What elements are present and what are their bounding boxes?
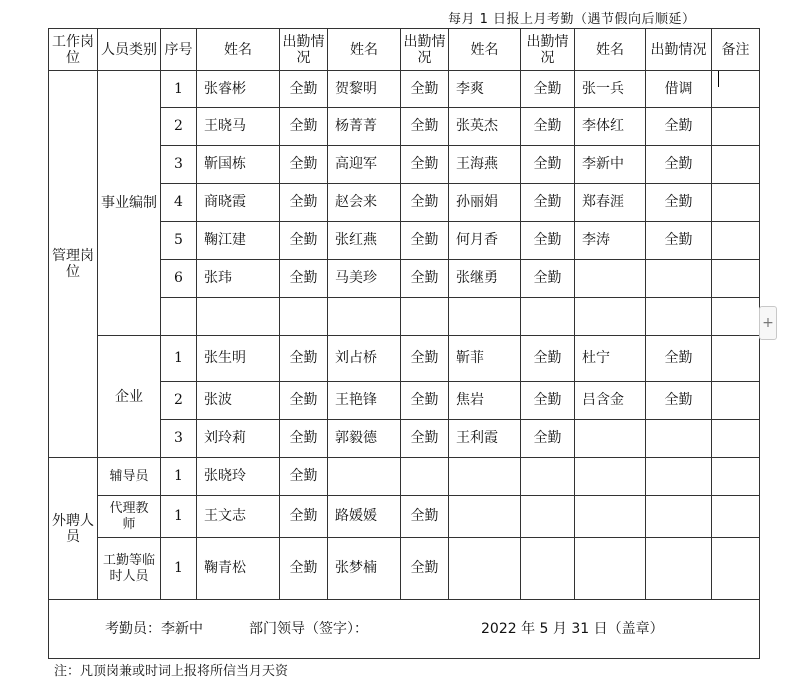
name-cell[interactable] <box>575 260 646 298</box>
status-cell[interactable] <box>401 298 449 336</box>
name-cell[interactable]: 杜宁 <box>575 336 646 382</box>
remarks-cell[interactable] <box>712 538 760 600</box>
name-cell[interactable]: 赵会来 <box>328 184 401 222</box>
name-cell[interactable] <box>449 538 521 600</box>
status-cell[interactable]: 全勤 <box>280 71 328 108</box>
status-cell[interactable]: 全勤 <box>401 336 449 382</box>
status-cell[interactable]: 全勤 <box>280 146 328 184</box>
header-status: 出勤情况 <box>401 29 449 71</box>
name-cell[interactable]: 吕含金 <box>575 382 646 420</box>
status-cell[interactable]: 全勤 <box>521 222 575 260</box>
name-cell[interactable] <box>575 458 646 496</box>
status-cell[interactable]: 全勤 <box>280 260 328 298</box>
name-cell[interactable]: 张生明 <box>197 336 280 382</box>
name-cell[interactable]: 张玮 <box>197 260 280 298</box>
status-cell[interactable]: 全勤 <box>401 222 449 260</box>
name-cell[interactable]: 王海燕 <box>449 146 521 184</box>
status-cell[interactable]: 全勤 <box>521 336 575 382</box>
status-cell[interactable] <box>280 298 328 336</box>
status-cell[interactable]: 全勤 <box>280 222 328 260</box>
name-cell[interactable]: 李新中 <box>575 146 646 184</box>
seq-cell: 1 <box>161 496 197 538</box>
name-cell[interactable] <box>449 458 521 496</box>
name-cell[interactable]: 王利霞 <box>449 420 521 458</box>
status-cell[interactable] <box>521 538 575 600</box>
status-cell[interactable] <box>646 458 712 496</box>
header-seq: 序号 <box>161 29 197 71</box>
name-cell[interactable]: 张晓玲 <box>197 458 280 496</box>
footer-cell <box>49 600 760 659</box>
name-cell[interactable]: 靳国栋 <box>197 146 280 184</box>
text-cursor <box>718 71 719 87</box>
status-cell[interactable]: 全勤 <box>521 184 575 222</box>
header-status: 出勤情况 <box>280 29 328 71</box>
status-cell[interactable] <box>521 458 575 496</box>
attendance-table <box>48 28 760 659</box>
name-cell[interactable] <box>197 298 280 336</box>
header-post: 工作岗位 <box>49 29 98 71</box>
name-cell[interactable]: 王晓马 <box>197 108 280 146</box>
remarks-cell[interactable] <box>712 71 760 108</box>
remarks-cell[interactable] <box>712 496 760 538</box>
name-cell[interactable]: 马美珍 <box>328 260 401 298</box>
status-cell[interactable] <box>401 458 449 496</box>
name-cell[interactable]: 王文志 <box>197 496 280 538</box>
status-cell[interactable] <box>646 496 712 538</box>
status-cell[interactable]: 全勤 <box>401 538 449 600</box>
remarks-cell[interactable] <box>712 222 760 260</box>
status-cell[interactable]: 全勤 <box>401 146 449 184</box>
seq-cell: 5 <box>161 222 197 260</box>
expand-button[interactable]: + <box>759 306 777 340</box>
table-row <box>49 538 760 600</box>
status-cell[interactable]: 全勤 <box>401 382 449 420</box>
group-institution: 事业编制 <box>98 71 161 336</box>
name-cell[interactable]: 张波 <box>197 382 280 420</box>
status-cell[interactable] <box>521 496 575 538</box>
seq-cell: 1 <box>161 458 197 496</box>
group-external: 外聘人员 <box>49 458 98 600</box>
name-cell[interactable]: 张睿彬 <box>197 71 280 108</box>
seq-cell: 2 <box>161 108 197 146</box>
header-remarks: 备注 <box>712 29 760 71</box>
name-cell[interactable] <box>328 458 401 496</box>
status-cell[interactable]: 全勤 <box>401 420 449 458</box>
header-category: 人员类别 <box>98 29 161 71</box>
name-cell[interactable] <box>449 496 521 538</box>
name-cell[interactable]: 孙丽娟 <box>449 184 521 222</box>
seq-cell: 3 <box>161 146 197 184</box>
remarks-cell[interactable] <box>712 260 760 298</box>
status-cell[interactable]: 全勤 <box>280 458 328 496</box>
name-cell[interactable]: 张梦楠 <box>328 538 401 600</box>
name-cell[interactable]: 路媛媛 <box>328 496 401 538</box>
table-row <box>49 336 760 382</box>
status-cell[interactable] <box>646 538 712 600</box>
name-cell[interactable]: 张继勇 <box>449 260 521 298</box>
status-cell[interactable]: 全勤 <box>401 260 449 298</box>
name-cell[interactable]: 郭毅德 <box>328 420 401 458</box>
status-cell[interactable]: 全勤 <box>646 108 712 146</box>
status-cell[interactable]: 全勤 <box>521 420 575 458</box>
status-cell[interactable] <box>646 260 712 298</box>
group-temp: 工勤等临时人员 <box>98 538 161 600</box>
status-cell[interactable]: 全勤 <box>646 222 712 260</box>
remarks-cell[interactable] <box>712 420 760 458</box>
group-counselor: 辅导员 <box>98 458 161 496</box>
status-cell[interactable]: 全勤 <box>646 146 712 184</box>
status-cell[interactable]: 全勤 <box>280 420 328 458</box>
name-cell[interactable]: 何月香 <box>449 222 521 260</box>
name-cell[interactable] <box>575 420 646 458</box>
name-cell[interactable]: 杨菁菁 <box>328 108 401 146</box>
status-cell[interactable]: 全勤 <box>280 382 328 420</box>
name-cell[interactable]: 郑春涯 <box>575 184 646 222</box>
name-cell[interactable]: 靳菲 <box>449 336 521 382</box>
status-cell[interactable]: 全勤 <box>401 108 449 146</box>
status-cell[interactable] <box>646 298 712 336</box>
bottom-footnote: 注：凡顶岗兼或时词上报将所信当月天资 <box>54 664 289 679</box>
status-cell[interactable]: 全勤 <box>280 336 328 382</box>
status-cell[interactable] <box>521 298 575 336</box>
clerk-signature: 考勤员：李新中 <box>105 621 203 637</box>
header-name: 姓名 <box>328 29 401 71</box>
status-cell[interactable]: 全勤 <box>280 108 328 146</box>
name-cell[interactable]: 商晓霞 <box>197 184 280 222</box>
status-cell[interactable]: 全勤 <box>521 146 575 184</box>
name-cell[interactable]: 鞠江建 <box>197 222 280 260</box>
name-cell[interactable] <box>575 538 646 600</box>
name-cell[interactable]: 张英杰 <box>449 108 521 146</box>
remarks-cell[interactable] <box>712 184 760 222</box>
header-name: 姓名 <box>449 29 521 71</box>
name-cell[interactable] <box>328 298 401 336</box>
name-cell[interactable]: 张红燕 <box>328 222 401 260</box>
group-substitute: 代理教师 <box>98 496 161 538</box>
seq-cell: 1 <box>161 71 197 108</box>
group-management: 管理岗位 <box>49 71 98 458</box>
header-status: 出勤情况 <box>646 29 712 71</box>
header-status: 出勤情况 <box>521 29 575 71</box>
seq-cell <box>161 298 197 336</box>
status-cell[interactable] <box>646 420 712 458</box>
seq-cell: 3 <box>161 420 197 458</box>
seq-cell: 2 <box>161 382 197 420</box>
status-cell[interactable]: 全勤 <box>646 184 712 222</box>
table-row <box>49 71 760 108</box>
status-cell[interactable]: 全勤 <box>401 71 449 108</box>
seq-cell: 1 <box>161 538 197 600</box>
remarks-cell[interactable] <box>712 336 760 382</box>
status-cell[interactable]: 全勤 <box>521 260 575 298</box>
name-cell[interactable]: 刘占桥 <box>328 336 401 382</box>
remarks-cell[interactable] <box>712 298 760 336</box>
status-cell[interactable]: 全勤 <box>521 382 575 420</box>
remarks-cell[interactable] <box>712 108 760 146</box>
name-cell[interactable]: 李涛 <box>575 222 646 260</box>
status-cell[interactable]: 全勤 <box>280 496 328 538</box>
status-cell[interactable]: 全勤 <box>646 382 712 420</box>
status-cell[interactable]: 全勤 <box>280 538 328 600</box>
seq-cell: 6 <box>161 260 197 298</box>
name-cell[interactable]: 李体红 <box>575 108 646 146</box>
footer-row <box>49 600 760 659</box>
group-enterprise: 企业 <box>98 336 161 458</box>
status-cell[interactable]: 全勤 <box>280 184 328 222</box>
header-name: 姓名 <box>197 29 280 71</box>
remarks-cell[interactable] <box>712 146 760 184</box>
name-cell[interactable] <box>575 496 646 538</box>
name-cell[interactable] <box>449 298 521 336</box>
name-cell[interactable]: 贺黎明 <box>328 71 401 108</box>
header-row <box>49 29 760 71</box>
report-deadline-note: 每月 1 日报上月考勤（遇节假向后顺延） <box>448 12 696 27</box>
name-cell[interactable]: 刘玲莉 <box>197 420 280 458</box>
name-cell[interactable] <box>575 298 646 336</box>
name-cell[interactable]: 张一兵 <box>575 71 646 108</box>
report-date: 2022 年 5 月 31 日（盖章） <box>481 621 664 637</box>
name-cell[interactable]: 李爽 <box>449 71 521 108</box>
seq-cell: 4 <box>161 184 197 222</box>
name-cell[interactable]: 高迎军 <box>328 146 401 184</box>
table-row <box>49 496 760 538</box>
remarks-cell[interactable] <box>712 382 760 420</box>
status-cell[interactable]: 全勤 <box>521 71 575 108</box>
status-cell[interactable]: 全勤 <box>646 336 712 382</box>
status-cell[interactable]: 借调 <box>646 71 712 108</box>
table-row <box>49 458 760 496</box>
remarks-cell[interactable] <box>712 458 760 496</box>
header-name: 姓名 <box>575 29 646 71</box>
status-cell[interactable]: 全勤 <box>401 184 449 222</box>
name-cell[interactable]: 王艳锋 <box>328 382 401 420</box>
status-cell[interactable]: 全勤 <box>401 496 449 538</box>
name-cell[interactable]: 焦岩 <box>449 382 521 420</box>
leader-signature: 部门领导（签字）： <box>249 621 368 637</box>
seq-cell: 1 <box>161 336 197 382</box>
name-cell[interactable]: 鞠青松 <box>197 538 280 600</box>
status-cell[interactable]: 全勤 <box>521 108 575 146</box>
